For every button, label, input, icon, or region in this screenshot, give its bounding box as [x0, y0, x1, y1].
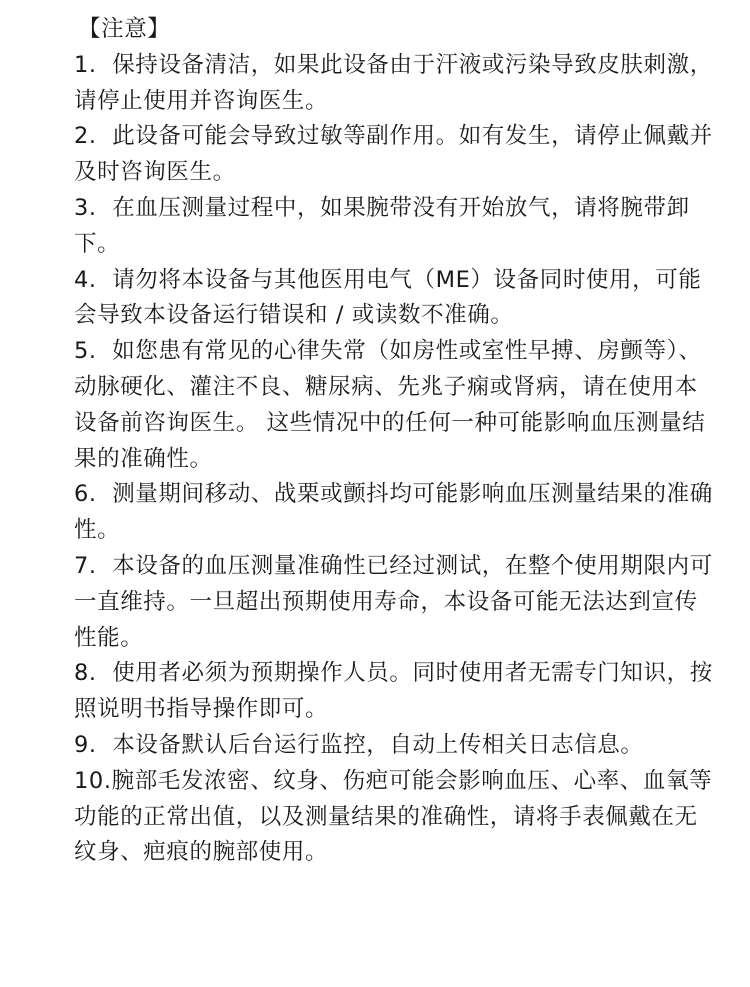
item-number: 3. — [74, 194, 97, 221]
item-text: 保持设备清洁，如果此设备由于汗液或污染导致皮肤刺激，请停止使用并咨询医生。 — [74, 51, 713, 114]
notice-document — [74, 12, 714, 871]
notice-item-4 — [74, 263, 714, 335]
item-number: 6. — [74, 481, 97, 508]
item-text: 本设备默认后台运行监控，自动上传相关日志信息。 — [112, 731, 644, 758]
notice-item-1 — [74, 48, 714, 120]
item-number: 10. — [74, 767, 112, 794]
item-text: 使用者必须为预期操作人员。同时使用者无需专门知识，按照说明书指导操作即可。 — [74, 660, 713, 723]
item-text: 此设备可能会导致过敏等副作用。如有发生，请停止佩戴并及时咨询医生。 — [74, 123, 713, 186]
notice-item-6 — [74, 477, 714, 549]
item-text: 在血压测量过程中，如果腕带没有开始放气，请将腕带卸下。 — [74, 194, 690, 257]
item-text: 腕部毛发浓密、纹身、伤疤可能会影响血压、心率、血氧等功能的正常出值，以及测量结果的准确性，请将手表佩戴在无纹身、疤痕的腕部使用。 — [74, 767, 713, 866]
item-text: 测量期间移动、战栗或颤抖均可能影响血压测量结果的准确性。 — [74, 481, 713, 544]
notice-heading: 【注意】 — [78, 16, 171, 42]
notice-item-7 — [74, 549, 714, 656]
item-number: 2. — [74, 123, 97, 150]
notice-item-9 — [74, 728, 714, 764]
item-number: 8. — [74, 660, 97, 687]
notice-item-2 — [74, 119, 714, 191]
item-text: 如您患有常见的心律失常（如房性或室性早搏、房颤等）、动脉硬化、灌注不良、糖尿病、先兆子痫或肾病，请在使用本设备前咨询医生。 这些情况中的任何一种可能影响血压测量结果的准确性。 — [74, 338, 706, 472]
item-text: 请勿将本设备与其他医用电气（ME）设备同时使用，可能会导致本设备运行错误和 / 或读数不准确。 — [74, 266, 702, 329]
notice-item-10 — [74, 764, 714, 871]
notice-item-5 — [74, 334, 714, 477]
item-text: 本设备的血压测量准确性已经过测试，在整个使用期限内可一直维持。一旦超出预期使用寿命，本设备可能无法达到宣传性能。 — [74, 552, 713, 651]
item-number: 4. — [74, 266, 97, 293]
item-number: 5. — [74, 338, 97, 365]
notice-item-3 — [74, 191, 714, 263]
item-number: 1. — [74, 51, 97, 78]
item-number: 9. — [74, 731, 97, 758]
notice-item-8 — [74, 656, 714, 728]
item-number: 7. — [74, 552, 97, 579]
